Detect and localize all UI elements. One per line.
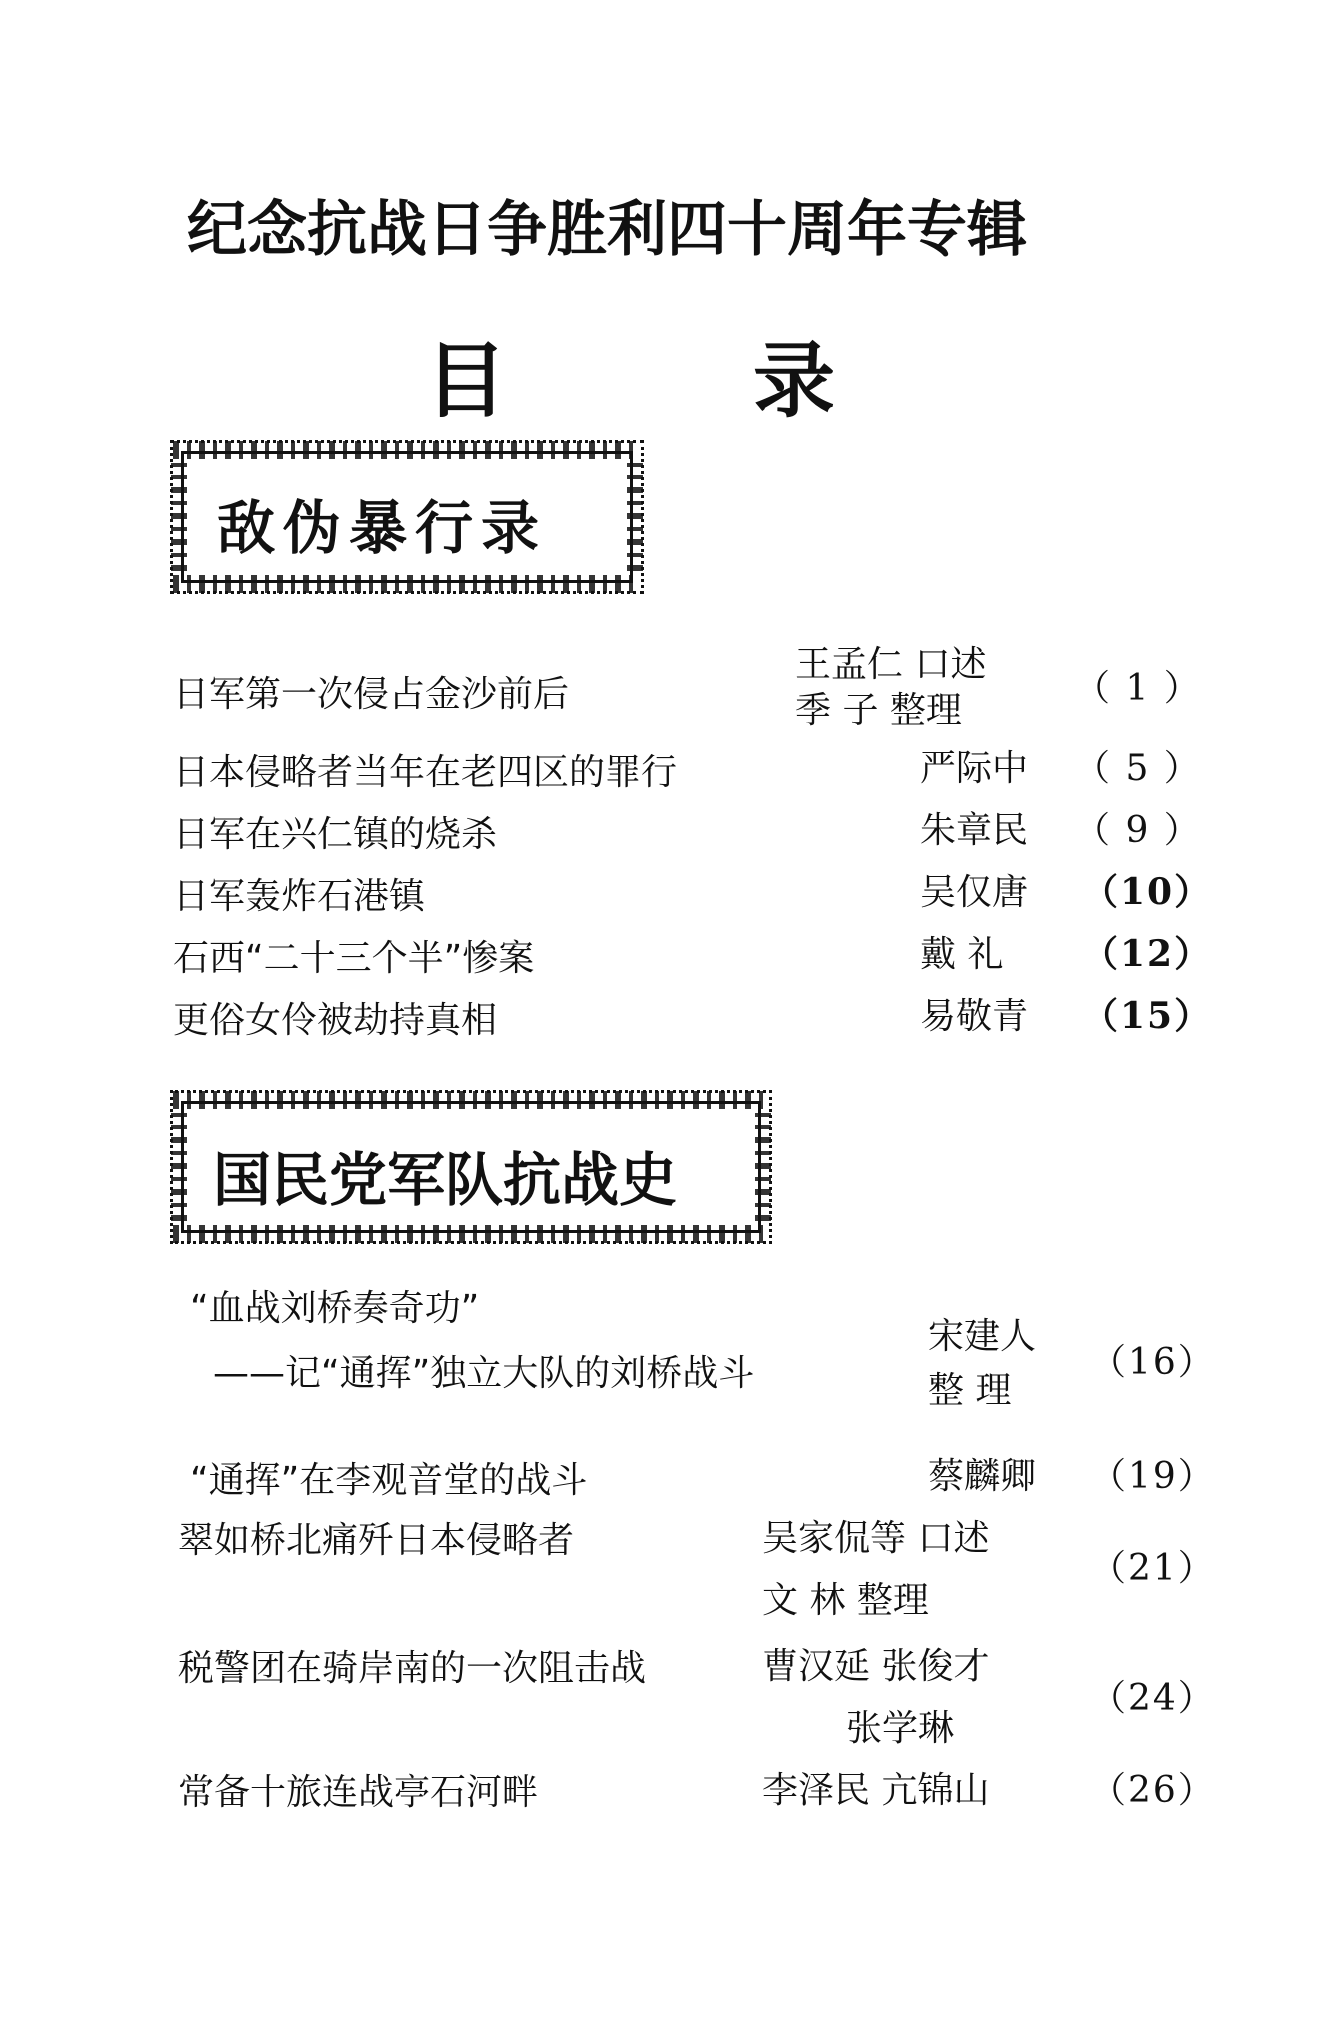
ornament-border [755,1113,771,1221]
ornament-border [173,1091,769,1109]
contents-heading-char-1: 目 [425,334,508,429]
ornament-border [173,575,641,593]
ornament-border [171,1113,187,1221]
toc-entry-author: 吴仅唐 [920,872,1029,913]
toc-entry-author: 易敬青 [920,996,1029,1037]
toc-entry-title: 日军第一次侵占金沙前后 [173,674,570,715]
toc-entry-author: 王孟仁 口述 [795,644,987,685]
toc-entry-title: 日本侵略者当年在老四区的罪行 [173,752,678,793]
toc-entry-page: （19） [1090,1456,1216,1497]
toc-entry-subtitle: ——记“通挥”独立大队的刘桥战斗 [213,1353,755,1394]
toc-entry-author: 李泽民 亢锦山 [762,1770,990,1811]
toc-entry-title: “血战刘桥奏奇功” [190,1288,480,1329]
toc-entry-page: （12） [1082,933,1213,975]
toc-entry-page: （ 1 ） [1074,668,1202,709]
toc-entry-author: 整 理 [928,1370,1012,1411]
toc-entry-page: （ 9 ） [1074,810,1202,851]
toc-entry-author: 朱章民 [920,810,1029,851]
toc-entry-page: （16） [1090,1342,1216,1383]
section-header-kmt-army [170,1090,772,1244]
toc-entry-page: （24） [1090,1678,1216,1719]
toc-entry-title: 常备十旅连战亭石河畔 [178,1772,539,1813]
ornament-border [627,463,643,571]
ornament-border [173,1225,769,1243]
toc-entry-author: 曹汉延 张俊才 [762,1646,990,1687]
toc-entry-page: （26） [1090,1770,1216,1811]
toc-entry-page: （15） [1082,995,1213,1037]
section-header-atrocities [170,440,644,594]
toc-entry-title: “通挥”在李观音堂的战斗 [190,1460,588,1501]
ornament-border [171,463,187,571]
toc-entry-title: 翠如桥北痛歼日本侵略者 [178,1520,575,1561]
toc-entry-title: 石西“二十三个半”惨案 [173,938,535,979]
toc-entry-author: 文 林 整理 [762,1580,929,1621]
section-title: 敌伪暴行录 [217,494,548,562]
contents-heading-char-2: 录 [753,334,836,429]
toc-entry-page: （ 5 ） [1074,748,1202,789]
toc-entry-title: 日军在兴仁镇的烧杀 [173,814,498,855]
toc-entry-author: 严际中 [920,748,1029,789]
toc-entry-page: （10） [1082,871,1213,913]
section-title: 国民党军队抗战史 [213,1146,678,1214]
toc-entry-author: 宋建人 [928,1316,1037,1357]
toc-entry-title: 更俗女伶被劫持真相 [173,1000,498,1041]
toc-entry-title: 税警团在骑岸南的一次阻击战 [178,1648,647,1689]
toc-entry-title: 日军轰炸石港镇 [173,876,426,917]
special-issue-title: 纪念抗战日争胜利四十周年专辑 [187,195,1027,265]
toc-entry-author: 蔡麟卿 [928,1456,1037,1497]
toc-entry-page: （21） [1090,1548,1216,1589]
toc-entry-author: 季 子 整理 [795,690,962,731]
toc-entry-author: 张学琳 [846,1708,955,1749]
toc-entry-author: 吴家侃等 口述 [762,1518,990,1559]
ornament-border [173,441,641,459]
toc-entry-author: 戴 礼 [920,934,1004,975]
